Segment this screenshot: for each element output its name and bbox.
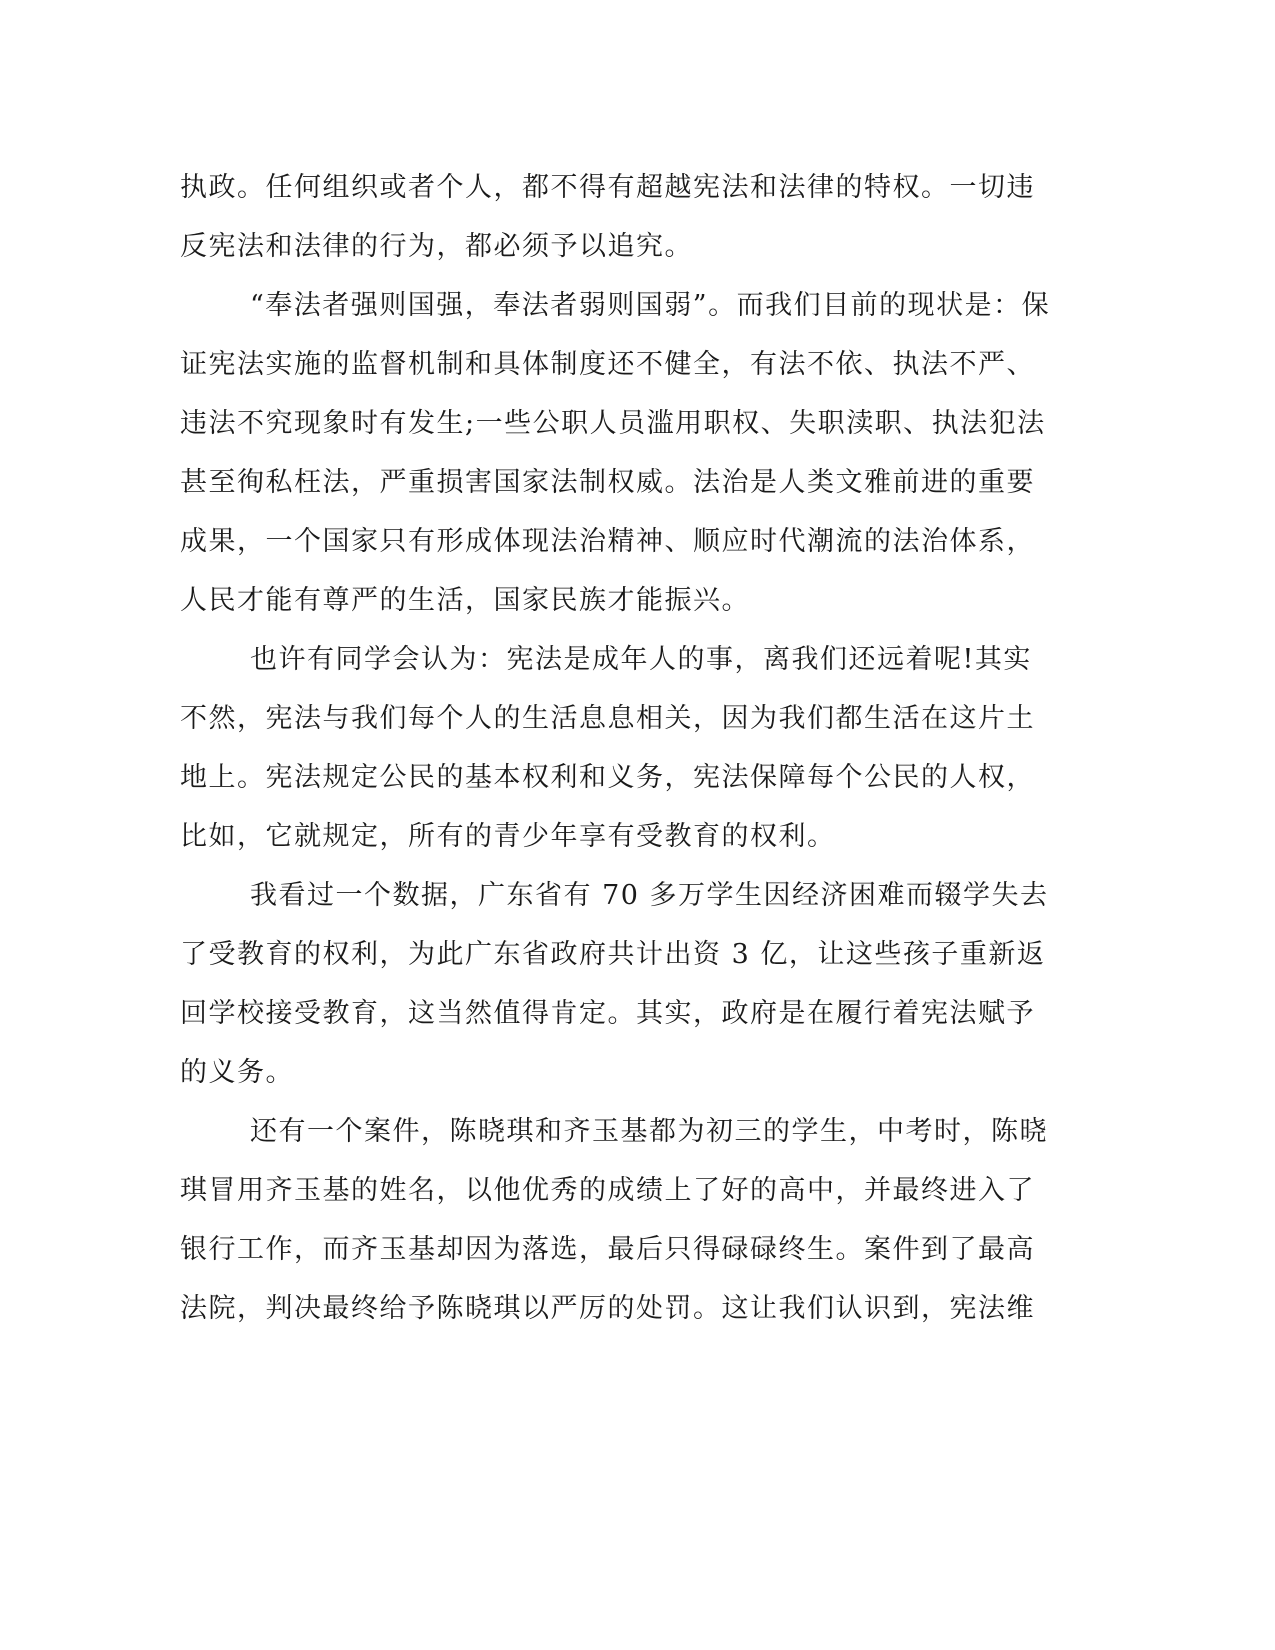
text-line: 的义务。 (180, 1057, 294, 1088)
body-text (180, 158, 1051, 1338)
text-line: 我看过一个数据，广东省有 70 多万学生因经济困难而辍学失去 (250, 880, 1049, 911)
text-line: 执政。任何组织或者个人，都不得有超越宪法和法律的特权。一切违 (180, 172, 1035, 203)
text-line: 还有一个案件，陈晓琪和齐玉基都为初三的学生，中考时，陈晓 (250, 1116, 1048, 1147)
text-line: 违法不究现象时有发生;一些公职人员滥用职权、失职渎职、执法犯法 (180, 408, 1046, 439)
text-line: 证宪法实施的监督机制和具体制度还不健全，有法不依、执法不严、 (180, 349, 1035, 380)
text-line: 反宪法和法律的行为，都必须予以追究。 (180, 231, 693, 262)
text-line: 人民才能有尊严的生活，国家民族才能振兴。 (180, 585, 750, 616)
text-line: 银行工作，而齐玉基却因为落选，最后只得碌碌终生。案件到了最高 (180, 1234, 1035, 1265)
text-line: 地上。宪法规定公民的基本权利和义务，宪法保障每个公民的人权， (180, 762, 1035, 793)
text-line: 不然，宪法与我们每个人的生活息息相关，因为我们都生活在这片土 (180, 703, 1035, 734)
text-line: 了受教育的权利，为此广东省政府共计出资 3 亿，让这些孩子重新返 (180, 939, 1046, 970)
text-line: 回学校接受教育，这当然值得肯定。其实，政府是在履行着宪法赋予 (180, 998, 1035, 1029)
text-line: 成果，一个国家只有形成体现法治精神、顺应时代潮流的法治体系， (180, 526, 1035, 557)
text-line: 琪冒用齐玉基的姓名，以他优秀的成绩上了好的高中，并最终进入了 (180, 1175, 1035, 1206)
text-line: 法院，判决最终给予陈晓琪以严厉的处罚。这让我们认识到，宪法维 (180, 1293, 1035, 1324)
text-line: 比如，它就规定，所有的青少年享有受教育的权利。 (180, 821, 836, 852)
text-line: 也许有同学会认为：宪法是成年人的事，离我们还远着呢!其实 (250, 644, 1032, 675)
text-line: “奉法者强则国强，奉法者弱则国弱”。而我们目前的现状是：保 (250, 290, 1051, 321)
text-line: 甚至徇私枉法，严重损害国家法制权威。法治是人类文雅前进的重要 (180, 467, 1035, 498)
